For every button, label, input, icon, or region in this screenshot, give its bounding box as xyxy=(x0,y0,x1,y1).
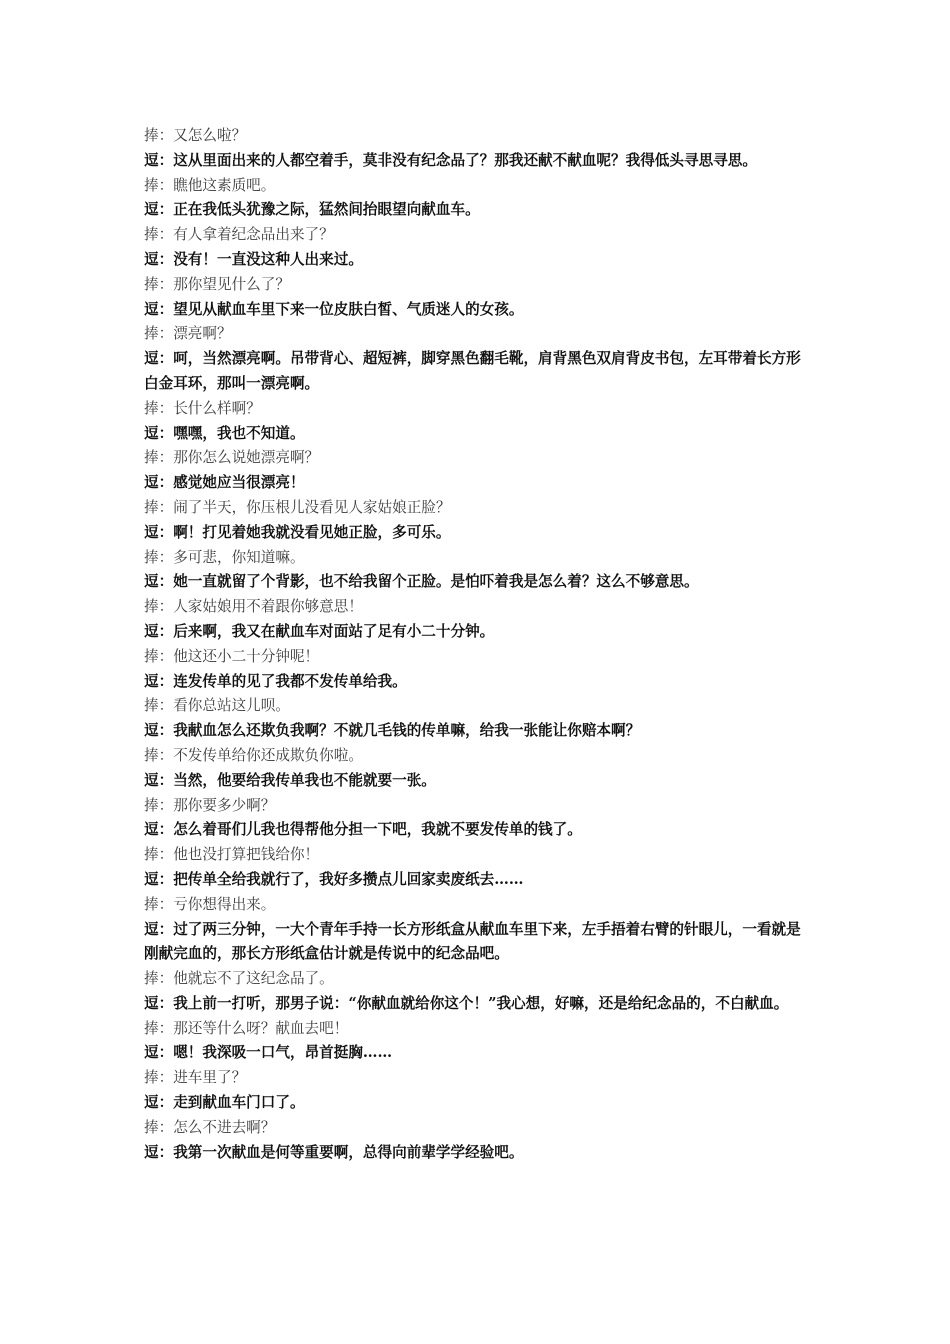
dialogue-line-peng xyxy=(144,645,809,670)
dialogue-line-peng xyxy=(144,1066,809,1091)
dialogue-text: 我上前一打听，那男子说：“你献血就给你这个！”我心想，好嘛，还是给纪念品的，不白献血。 xyxy=(173,994,789,1012)
speaker-label: 逗： xyxy=(144,250,174,268)
dialogue-line-peng xyxy=(144,496,809,521)
speaker-label: 捧： xyxy=(144,598,174,616)
speaker-label: 逗： xyxy=(144,201,174,219)
speaker-label: 捧： xyxy=(144,176,174,194)
dialogue-text: 呵，当然漂亮啊。吊带背心、超短裤，脚穿黑色翻毛靴，肩背黑色双肩背皮书包，左耳带着长方形白金耳环，那叫一漂亮啊。 xyxy=(144,350,801,392)
dialogue-line-dou xyxy=(144,422,809,447)
speaker-label: 逗： xyxy=(144,350,174,368)
dialogue-text: 啊！打见着她我就没看见她正脸，多可乐。 xyxy=(173,523,451,541)
dialogue-line-dou xyxy=(144,992,809,1017)
speaker-label: 捧： xyxy=(144,1069,174,1087)
dialogue-text: 走到献血车门口了。 xyxy=(173,1094,305,1112)
speaker-label: 捧： xyxy=(144,1118,174,1136)
dialogue-line-dou xyxy=(144,198,809,223)
dialogue-text: 人家姑娘用不着跟你够意思！ xyxy=(173,598,363,616)
speaker-label: 逗： xyxy=(144,573,174,591)
dialogue-line-dou xyxy=(144,769,809,794)
speaker-label: 逗： xyxy=(144,920,174,938)
dialogue-text: 这从里面出来的人都空着手，莫非没有纪念品了？那我还献不献血呢？我得低头寻思寻思。 xyxy=(173,151,757,169)
dialogue-line-dou xyxy=(144,1141,809,1166)
dialogue-line-dou xyxy=(144,471,809,496)
dialogue-text: 他就忘不了这纪念品了。 xyxy=(173,970,334,988)
dialogue-line-dou xyxy=(144,818,809,843)
dialogue-line-dou xyxy=(144,918,809,968)
speaker-label: 逗： xyxy=(144,622,174,640)
dialogue-text: 怎么着哥们儿我也得帮他分担一下吧，我就不要发传单的钱了。 xyxy=(173,821,582,839)
dialogue-line-dou xyxy=(144,248,809,273)
dialogue-line-peng xyxy=(144,174,809,199)
speaker-label: 捧： xyxy=(144,548,174,566)
dialogue-text: 过了两三分钟，一大个青年手持一长方形纸盒从献血车里下来，左手捂着右臂的针眼儿，一看就是刚献完血的，那长方形纸盒估计就是传说中的纪念品吧。 xyxy=(144,920,801,963)
dialogue-text: 进车里了？ xyxy=(173,1069,247,1087)
speaker-label: 捧： xyxy=(144,498,174,516)
speaker-label: 逗： xyxy=(144,424,174,442)
dialogue-text: 当然，他要给我传单我也不能就要一张。 xyxy=(173,771,436,789)
dialogue-line-peng xyxy=(144,744,809,769)
dialogue-text: 我第一次献血是何等重要啊，总得向前辈学学经验吧。 xyxy=(173,1143,524,1161)
dialogue-line-dou xyxy=(144,149,809,174)
dialogue-text: 望见从献血车里下来一位皮肤白皙、气质迷人的女孩。 xyxy=(173,300,524,318)
speaker-label: 捧： xyxy=(144,697,174,715)
dialogue-text: 瞧他这素质吧。 xyxy=(173,176,276,194)
speaker-label: 逗： xyxy=(144,821,174,839)
dialogue-line-peng xyxy=(144,1116,809,1141)
dialogue-text: 嘿嘿，我也不知道。 xyxy=(173,424,305,442)
dialogue-body xyxy=(144,124,809,1165)
dialogue-line-dou xyxy=(144,1091,809,1116)
speaker-label: 逗： xyxy=(144,300,174,318)
dialogue-text: 我献血怎么还欺负我啊？不就几毛钱的传单嘛，给我一张能让你赔本啊？ xyxy=(173,722,641,740)
speaker-label: 逗： xyxy=(144,722,174,740)
dialogue-text: 那你怎么说她漂亮啊？ xyxy=(173,449,320,467)
dialogue-text: 感觉她应当很漂亮！ xyxy=(173,474,305,492)
dialogue-line-peng xyxy=(144,967,809,992)
dialogue-line-dou xyxy=(144,719,809,744)
dialogue-text: 后来啊，我又在献血车对面站了足有小二十分钟。 xyxy=(173,622,495,640)
dialogue-line-peng xyxy=(144,1017,809,1042)
dialogue-line-peng xyxy=(144,843,809,868)
dialogue-line-dou xyxy=(144,670,809,695)
dialogue-line-peng xyxy=(144,546,809,571)
speaker-label: 捧： xyxy=(144,895,174,913)
speaker-label: 逗： xyxy=(144,1044,174,1062)
dialogue-text: 漂亮啊？ xyxy=(173,325,232,343)
dialogue-line-dou xyxy=(144,570,809,595)
dialogue-text: 长什么样啊？ xyxy=(173,399,261,417)
dialogue-text: 她一直就留了个背影，也不给我留个正脸。是怕吓着我是怎么着？这么不够意思。 xyxy=(173,573,699,591)
speaker-label: 逗： xyxy=(144,994,174,1012)
dialogue-text: 怎么不进去啊？ xyxy=(173,1118,276,1136)
dialogue-text: 连发传单的见了我都不发传单给我。 xyxy=(173,672,407,690)
dialogue-text: 闹了半天，你压根儿没看见人家姑娘正脸？ xyxy=(173,498,451,516)
speaker-label: 捧： xyxy=(144,796,174,814)
speaker-label: 捧： xyxy=(144,275,174,293)
dialogue-text: 嗯！我深吸一口气，昂首挺胸…… xyxy=(173,1044,393,1062)
speaker-label: 捧： xyxy=(144,399,174,417)
dialogue-text: 正在我低头犹豫之际，猛然间抬眼望向献血车。 xyxy=(173,201,480,219)
speaker-label: 捧： xyxy=(144,746,174,764)
speaker-label: 捧： xyxy=(144,846,174,864)
dialogue-line-peng xyxy=(144,124,809,149)
dialogue-line-dou xyxy=(144,521,809,546)
dialogue-text: 有人拿着纪念品出来了？ xyxy=(173,226,334,244)
dialogue-line-peng xyxy=(144,893,809,918)
speaker-label: 捧： xyxy=(144,647,174,665)
dialogue-line-peng xyxy=(144,694,809,719)
dialogue-line-peng xyxy=(144,397,809,422)
speaker-label: 捧： xyxy=(144,325,174,343)
dialogue-text: 那你望见什么了？ xyxy=(173,275,290,293)
dialogue-line-peng xyxy=(144,794,809,819)
dialogue-text: 亏你想得出来。 xyxy=(173,895,276,913)
dialogue-text: 那还等什么呀？献血去吧！ xyxy=(173,1019,349,1037)
speaker-label: 捧： xyxy=(144,127,174,144)
dialogue-line-dou xyxy=(144,620,809,645)
dialogue-text: 看你总站这儿呗。 xyxy=(173,697,290,715)
dialogue-line-dou xyxy=(144,868,809,893)
speaker-label: 逗： xyxy=(144,771,174,789)
dialogue-text: 他也没打算把钱给你！ xyxy=(173,846,320,864)
speaker-label: 捧： xyxy=(144,226,174,244)
dialogue-line-peng xyxy=(144,223,809,248)
speaker-label: 逗： xyxy=(144,151,174,169)
dialogue-text: 多可悲，你知道嘛。 xyxy=(173,548,305,566)
dialogue-line-dou xyxy=(144,347,809,397)
speaker-label: 捧： xyxy=(144,449,174,467)
dialogue-line-peng xyxy=(144,273,809,298)
dialogue-line-dou xyxy=(144,298,809,323)
dialogue-text: 没有！一直没这种人出来过。 xyxy=(173,250,363,268)
speaker-label: 逗： xyxy=(144,523,174,541)
speaker-label: 逗： xyxy=(144,870,174,888)
dialogue-line-peng xyxy=(144,595,809,620)
speaker-label: 逗： xyxy=(144,1143,174,1161)
dialogue-line-peng xyxy=(144,322,809,347)
speaker-label: 捧： xyxy=(144,1019,174,1037)
dialogue-text: 不发传单给你还成欺负你啦。 xyxy=(173,746,363,764)
dialogue-text: 又怎么啦？ xyxy=(173,127,247,144)
speaker-label: 逗： xyxy=(144,474,174,492)
speaker-label: 逗： xyxy=(144,1094,174,1112)
dialogue-text: 把传单全给我就行了，我好多攒点儿回家卖废纸去…… xyxy=(173,870,524,888)
speaker-label: 逗： xyxy=(144,672,174,690)
dialogue-text: 他这还小二十分钟呢！ xyxy=(173,647,320,665)
speaker-label: 捧： xyxy=(144,970,174,988)
dialogue-line-dou xyxy=(144,1041,809,1066)
dialogue-line-peng xyxy=(144,446,809,471)
dialogue-text: 那你要多少啊？ xyxy=(173,796,276,814)
